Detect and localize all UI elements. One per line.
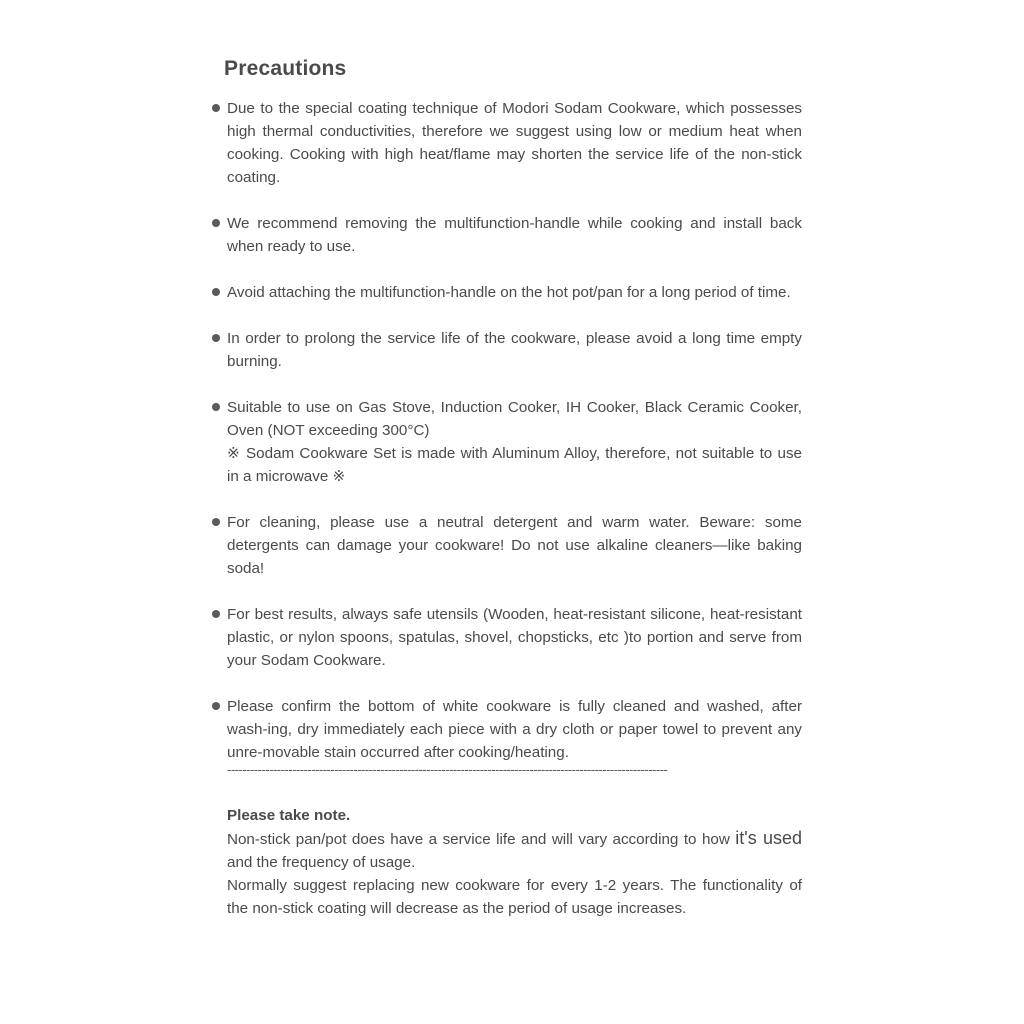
bullet-icon [212,518,220,526]
note-line-2: Normally suggest replacing new cookware for every 1-2 years. The functionality of the non-stick coating will decrease as the period of usage increases. [227,877,802,917]
bullet-icon [212,702,220,710]
bullet-icon [212,334,220,342]
list-item-text: Avoid attaching the multifunction-handle on the hot pot/pan for a long period of time. [227,284,791,301]
list-item-text: In order to prolong the service life of the cookware, please avoid a long time empty burning. [227,330,802,370]
bullet-icon [212,403,220,411]
precautions-list [212,97,802,787]
list-item-text: Please confirm the bottom of white cookware is fully cleaned and washed, after wash-ing, dry immediately each piece with a dry cloth or paper towel to prevent any unre-movable stain occurred after cooking/heating. [227,698,802,761]
section-divider: ------------------------------------------------------------------------------------------------------------------- [227,762,668,777]
list-item [212,212,802,258]
note-heading: Please take note. [227,807,351,824]
list-item-subnote: ※ Sodam Cookware Set is made with Aluminum Alloy, therefore, not suitable to use in a microwave ※ [227,445,802,485]
list-item [212,396,802,488]
bullet-icon [212,288,220,296]
list-item-text: Due to the special coating technique of Modori Sodam Cookware, which possesses high thermal conductivities, therefore we suggest using low or medium heat when cooking. Cooking with high heat/flame may shorten the service life of the non-stick coating. [227,100,802,186]
list-item-text: For best results, always safe utensils (Wooden, heat-resistant silicone, heat-resistant plastic, or nylon spoons, spatulas, shovel, chopsticks, etc )to portion and serve from your Sodam Cookware. [227,606,802,669]
bullet-icon [212,610,220,618]
list-item-text: Suitable to use on Gas Stove, Induction Cooker, IH Cooker, Black Ceramic Cooker, Oven (NOT exceeding 300°C) [227,399,802,439]
bullet-icon [212,219,220,227]
list-item [212,511,802,580]
note-line-1-end: and the frequency of usage. [227,854,416,871]
list-item-text: We recommend removing the multifunction-handle while cooking and install back when ready to use. [227,215,802,255]
list-item [212,695,802,764]
list-item [212,97,802,189]
list-item [212,327,802,373]
page-title: Precautions [224,57,347,80]
note-line-1-start: Non-stick pan/pot does have a service life and will vary according to how [227,831,736,848]
list-item [212,281,802,304]
list-item-text: For cleaning, please use a neutral detergent and warm water. Beware: some detergents can damage your cookware! Do not use alkaline cleaners—like baking soda! [227,514,802,577]
bullet-icon [212,104,220,112]
note-line-1-emphasis: it's used [735,828,802,848]
note-line-1 [227,827,802,874]
list-item [212,603,802,672]
note-section [227,804,802,920]
